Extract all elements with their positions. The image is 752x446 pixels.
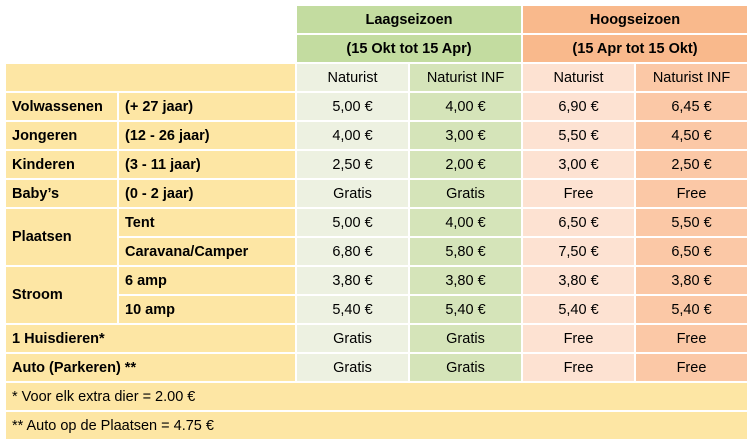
- price-cell: Gratis: [296, 179, 409, 208]
- price-cell: 5,40 €: [635, 295, 748, 324]
- price-cell: Free: [522, 179, 635, 208]
- table-row: [5, 92, 748, 121]
- price-cell: 3,00 €: [522, 150, 635, 179]
- col-low-naturist-inf: Naturist INF: [409, 63, 522, 92]
- blank-corner: [5, 5, 296, 63]
- col-high-naturist: Naturist: [522, 63, 635, 92]
- price-cell: 2,50 €: [296, 150, 409, 179]
- row-label-plaatsen: Plaatsen: [5, 208, 118, 266]
- price-cell: Free: [635, 179, 748, 208]
- table-row: [5, 121, 748, 150]
- row-sub-caravan: Caravana/Camper: [118, 237, 296, 266]
- price-cell: Gratis: [409, 324, 522, 353]
- col-high-naturist-inf: Naturist INF: [635, 63, 748, 92]
- row-sub-6amp: 6 amp: [118, 266, 296, 295]
- row-sub-kinderen: (3 - 11 jaar): [118, 150, 296, 179]
- price-cell: Free: [635, 353, 748, 382]
- price-cell: 2,50 €: [635, 150, 748, 179]
- price-cell: Free: [522, 324, 635, 353]
- table-row: [5, 266, 748, 295]
- table-row: [5, 353, 748, 382]
- price-cell: 4,00 €: [409, 92, 522, 121]
- high-season-title: Hoogseizoen: [522, 5, 748, 34]
- price-cell: 5,40 €: [522, 295, 635, 324]
- price-cell: 6,50 €: [522, 208, 635, 237]
- table-row: [5, 208, 748, 237]
- price-cell: 2,00 €: [409, 150, 522, 179]
- price-cell: Gratis: [296, 324, 409, 353]
- price-cell: 4,00 €: [296, 121, 409, 150]
- price-cell: Free: [522, 353, 635, 382]
- row-sub-10amp: 10 amp: [118, 295, 296, 324]
- price-cell: 7,50 €: [522, 237, 635, 266]
- column-header-blank: [5, 63, 296, 92]
- row-sub-volwassenen: (+ 27 jaar): [118, 92, 296, 121]
- row-sub-jongeren: (12 - 26 jaar): [118, 121, 296, 150]
- row-sub-tent: Tent: [118, 208, 296, 237]
- col-low-naturist: Naturist: [296, 63, 409, 92]
- row-label-babys: Baby’s: [5, 179, 118, 208]
- price-cell: 6,50 €: [635, 237, 748, 266]
- row-label-huisdieren: 1 Huisdieren*: [5, 324, 296, 353]
- price-cell: 3,80 €: [409, 266, 522, 295]
- low-season-title: Laagseizoen: [296, 5, 522, 34]
- price-cell: Free: [635, 324, 748, 353]
- table-row: [5, 324, 748, 353]
- price-cell: 6,90 €: [522, 92, 635, 121]
- price-cell: 6,80 €: [296, 237, 409, 266]
- price-cell: 5,80 €: [409, 237, 522, 266]
- column-header-row: [5, 63, 748, 92]
- price-cell: Gratis: [409, 353, 522, 382]
- price-cell: 3,80 €: [296, 266, 409, 295]
- price-cell: Gratis: [409, 179, 522, 208]
- price-cell: 3,80 €: [635, 266, 748, 295]
- price-cell: 5,50 €: [522, 121, 635, 150]
- table-row: [5, 179, 748, 208]
- row-label-kinderen: Kinderen: [5, 150, 118, 179]
- price-cell: 4,50 €: [635, 121, 748, 150]
- row-label-jongeren: Jongeren: [5, 121, 118, 150]
- row-sub-babys: (0 - 2 jaar): [118, 179, 296, 208]
- price-cell: 3,00 €: [409, 121, 522, 150]
- table-row: [5, 150, 748, 179]
- price-cell: 3,80 €: [522, 266, 635, 295]
- price-cell: 5,00 €: [296, 92, 409, 121]
- low-season-period: (15 Okt tot 15 Apr): [296, 34, 522, 63]
- high-season-period: (15 Apr tot 15 Okt): [522, 34, 748, 63]
- price-table: [4, 4, 749, 441]
- row-label-stroom: Stroom: [5, 266, 118, 324]
- note-auto-plaatsen: ** Auto op de Plaatsen = 4.75 €: [5, 411, 748, 440]
- price-cell: 5,50 €: [635, 208, 748, 237]
- price-cell: 4,00 €: [409, 208, 522, 237]
- note-extra-dier: * Voor elk extra dier = 2.00 €: [5, 382, 748, 411]
- price-cell: 5,00 €: [296, 208, 409, 237]
- price-cell: 5,40 €: [296, 295, 409, 324]
- price-cell: 5,40 €: [409, 295, 522, 324]
- price-cell: 6,45 €: [635, 92, 748, 121]
- row-label-auto: Auto (Parkeren) **: [5, 353, 296, 382]
- price-cell: Gratis: [296, 353, 409, 382]
- row-label-volwassenen: Volwassenen: [5, 92, 118, 121]
